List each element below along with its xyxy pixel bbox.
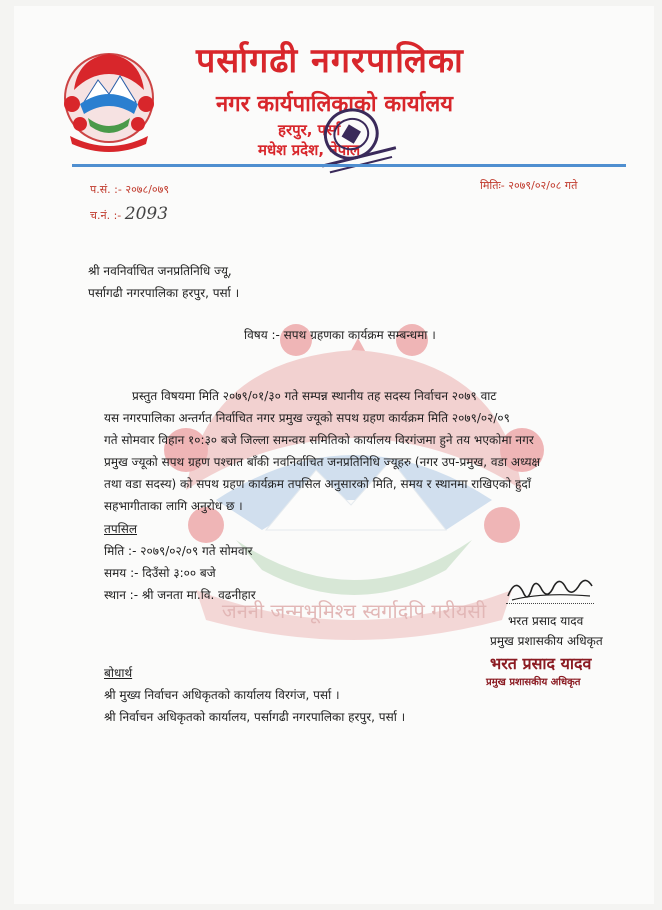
body-line: यस नगरपालिका अन्तर्गत निर्वाचित नगर प्रमुख ज्यूको सपथ ग्रहण कार्यक्रम मिति २०७९/०२/०९ bbox=[104, 411, 510, 425]
recipient-line-2: पर्सागढी नगरपालिका हरपुर, पर्सा । bbox=[88, 286, 240, 300]
address-line-1: हरपुर, पर्सा bbox=[278, 121, 341, 139]
dispatch-label: च.नं. :- bbox=[90, 209, 122, 222]
address-line-2: मधेश प्रदेश, नेपाल bbox=[258, 141, 361, 159]
watermark-motto: जननी जन्मभूमिश्च स्वर्गादपि गरीयसी bbox=[221, 599, 487, 623]
seal-title: प्रमुख प्रशासकीय अधिकृत bbox=[486, 677, 581, 688]
signatory-name: भरत प्रसाद यादव bbox=[508, 614, 584, 628]
dispatch-number bbox=[90, 204, 168, 224]
recipient-line-1: श्री नवनिर्वाचित जनप्रतिनिधि ज्यू, bbox=[88, 264, 232, 278]
letterhead-rule bbox=[72, 164, 626, 167]
subject-line: विषय :- सपथ ग्रहणका कार्यक्रम सम्बन्धमा । bbox=[244, 328, 436, 342]
cc-item: श्री निर्वाचन अधिकृतको कार्यालय, पर्सागढी नगरपालिका हरपुर, पर्सा । bbox=[104, 710, 406, 724]
body-line: गते सोमवार विहान १०:३० बजे जिल्ला समन्वय समितिको कार्यालय विरगंजमा हुने तय भएकोमा नगर bbox=[104, 433, 534, 447]
body-line: तथा वडा सदस्य) को सपथ ग्रहण कार्यक्रम तपसिल अनुसारको मिति, समय र स्थानमा राखिएको हुदाँ bbox=[104, 477, 531, 491]
letter-date: मितिः- २०७९/०२/०८ गते bbox=[480, 179, 578, 192]
office-subtitle: नगर कार्यपालिकाको कार्यालय bbox=[216, 92, 453, 117]
cc-heading: बोधार्थ bbox=[104, 666, 133, 680]
nepal-emblem-icon bbox=[58, 44, 160, 156]
signature-icon bbox=[502, 570, 598, 606]
dispatch-handwritten: 2093 bbox=[124, 204, 169, 224]
signatory-title: प्रमुख प्रशासकीय अधिकृत bbox=[490, 634, 603, 648]
body-line: सहभागीताका लागि अनुरोध छ । bbox=[104, 499, 243, 513]
seal-name: भरत प्रसाद यादव bbox=[490, 654, 592, 673]
signature-line bbox=[506, 603, 594, 604]
body-line: प्रमुख ज्यूको सपथ ग्रहण पश्चात बाँकी नवनिर्वाचित जनप्रतिनिधि ज्यूहरु (नगर उप-प्रमुख, वडा अध्यक्ष bbox=[104, 455, 541, 469]
schedule-time: समय :- दिउँसो ३:०० बजे bbox=[104, 566, 216, 580]
reference-number: प.सं. :- २०७८/०७९ bbox=[90, 183, 170, 196]
schedule-place: स्थान :- श्री जनता मा.वि. वढनीहार bbox=[104, 588, 256, 602]
body-line: प्रस्तुत विषयमा मिति २०७९/०१/३० गते सम्पन्न स्थानीय तह सदस्य निर्वाचन २०७९ वाट bbox=[132, 389, 497, 403]
schedule-heading: तपसिल bbox=[104, 522, 138, 536]
schedule-date: मिति :- २०७९/०२/०९ गते सोमवार bbox=[104, 544, 253, 558]
body-paragraph bbox=[104, 385, 588, 517]
cc-item: श्री मुख्य निर्वाचन अधिकृतको कार्यालय विरगंज, पर्सा । bbox=[104, 688, 340, 702]
municipality-title: पर्सागढी नगरपालिका bbox=[196, 41, 464, 81]
